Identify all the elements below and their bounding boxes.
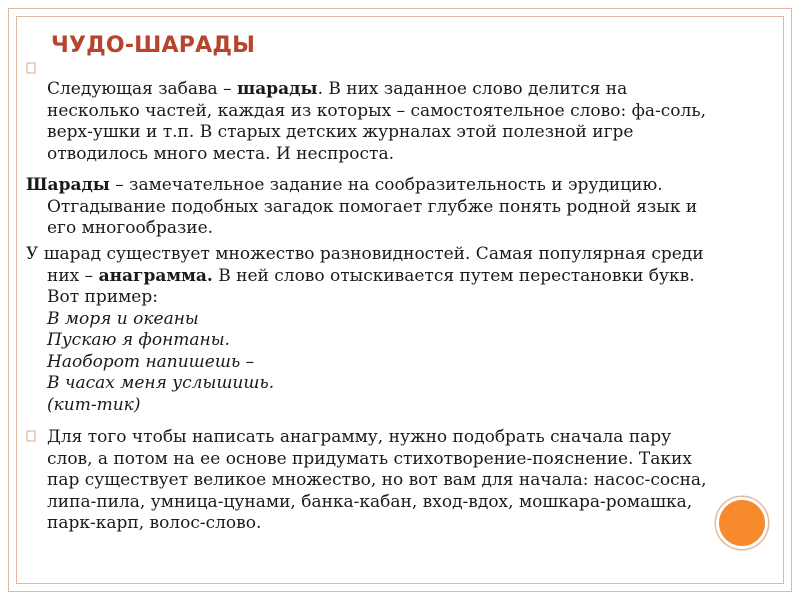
paragraph-text: Следующая забава –: [47, 79, 237, 99]
paragraph-line: Для того чтобы написать анаграмму, нужно подобрать сначала пару: [47, 427, 672, 447]
paragraph-intro: [47, 79, 706, 165]
slide-title: ЧУДО-ШАРАДЫ: [51, 33, 256, 58]
paragraph-text: них –: [47, 265, 99, 286]
paragraph-line: отводилось много места. И неспроста.: [47, 143, 394, 164]
poem-line: Пускаю я фонтаны.: [47, 330, 230, 350]
paragraph-line: липа-пила, умница-цунами, банка-кабан, вход-вдох, мошкара-ромашка,: [47, 491, 693, 512]
poem-line: В моря и океаны: [47, 308, 199, 329]
term-anagramma: анаграмма.: [98, 265, 213, 286]
paragraph-line: его многообразие.: [47, 218, 214, 238]
term-sharady: шарады: [237, 79, 318, 99]
bullet-icon: [26, 62, 40, 76]
paragraph-line: Отгадывание подобных загадок помогает глубже понять родной язык и: [47, 196, 698, 217]
paragraph-sharady: [26, 175, 697, 240]
bullet-icon: [26, 430, 40, 444]
paragraph-text: . В них заданное слово делится на: [317, 79, 628, 99]
paragraph-line: парк-карп, волос-слово.: [47, 513, 262, 533]
poem-answer: (кит-тик): [47, 394, 141, 415]
paragraph-howto: [47, 427, 706, 535]
paragraph-line: Вот пример:: [47, 287, 158, 307]
poem-line: В часах меня услышишь.: [47, 373, 275, 393]
paragraph-text: – замечательное задание на сообразительность и эрудицию.: [109, 175, 663, 195]
paragraph-line: верх-ушки и т.п. В старых детских журналах этой полезной игре: [47, 122, 634, 142]
paragraph-text: В ней слово отыскивается путем перестановки букв.: [212, 265, 695, 286]
paragraph-line: пар существует великое множество, но вот вам для начала: насос-сосна,: [47, 470, 707, 490]
paragraph-line: несколько частей, каждая из которых – самостоятельное слово: фа-соль,: [47, 100, 706, 121]
paragraph-line: У шарад существует множество разновидностей. Самая популярная среди: [26, 244, 704, 264]
paragraph-line: слов, а потом на ее основе придумать стихотворение-пояснение. Таких: [47, 448, 692, 469]
accent-circle: [716, 497, 768, 549]
term-sharady: Шарады: [26, 175, 110, 195]
poem-line: Наоборот напишешь –: [47, 351, 255, 372]
paragraph-anagram: [26, 244, 704, 416]
